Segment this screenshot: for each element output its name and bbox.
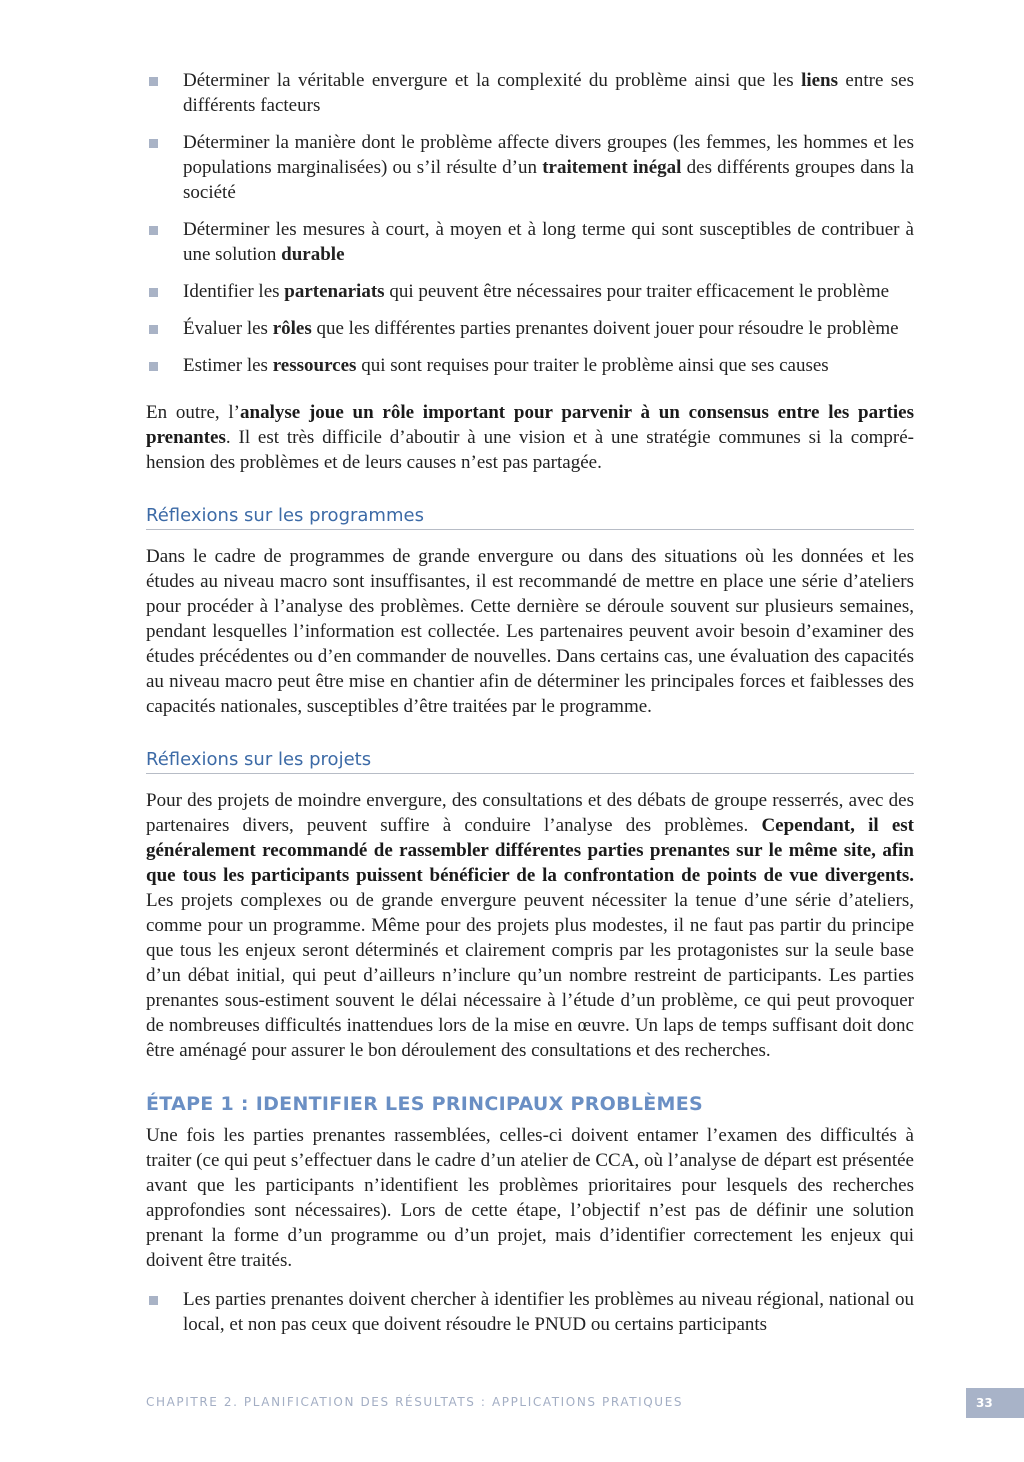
- page-content: [146, 68, 914, 1349]
- list-item: Déterminer la manière dont le problème affecte divers groupes (les femmes, les hommes et les populations marginalisées) ou s’il résulte d’un traitement inégal des différents groupes dans la société: [146, 130, 914, 205]
- paragraph-projets: Pour des projets de moindre envergure, des consultations et des débats de groupe resserrés, avec des partenaires divers, peuvent suffire à conduire l’analyse des problèmes. Cependant, il est généralement recommandé de rassembler différentes parties prenantes sur le même site, afin que tous les participants puissent bénéficier de la confrontation de points de vue divergents. Les projets complexes ou de grande envergure peuvent nécessiter la tenue d’une série d’ateliers, comme pour un programme. Même pour des projets plus modestes, il ne faut pas partir du principe que tous les enjeux seront déterminés et clairement compris par les protagonistes sur la seule base d’un débat initial, qui peut d’ailleurs n’inclure qu’un nombre restreint de participants. Les parties prenantes sous-estiment souvent le délai nécessaire à l’étude d’un problème, ce qui peut provoquer de nombreuses difficultés inattendues lors de la mise en œuvre. Un laps de temps suffisant doit donc être aménagé pour assurer le bon déroulement des consultations et des recherches.: [146, 790, 914, 1061]
- list-item: Identifier les partenariats qui peuvent être nécessaires pour traiter efficacement le problème: [146, 279, 914, 304]
- list-item: Les parties prenantes doivent chercher à identifier les problèmes au niveau régional, national ou local, et non pas ceux que doivent résoudre le PNUD ou certains participants: [146, 1287, 914, 1337]
- bullet-list-top: [146, 68, 914, 378]
- list-item: Évaluer les rôles que les différentes parties prenantes doivent jouer pour résoudre le problème: [146, 316, 914, 341]
- list-item: Déterminer les mesures à court, à moyen et à long terme qui sont susceptibles de contribuer à une solution durable: [146, 217, 914, 267]
- square-bullet-icon: [149, 139, 158, 148]
- footer-chapter-title: CHAPITRE 2. PLANIFICATION DES RÉSULTATS : APPLICATIONS PRATIQUES: [146, 1395, 684, 1409]
- heading-projets: Réflexions sur les projets: [146, 749, 914, 774]
- square-bullet-icon: [149, 362, 158, 371]
- square-bullet-icon: [149, 288, 158, 297]
- page-number: 33: [966, 1388, 1024, 1418]
- list-item: Estimer les ressources qui sont requises pour traiter le problème ainsi que ses causes: [146, 353, 914, 378]
- square-bullet-icon: [149, 226, 158, 235]
- square-bullet-icon: [149, 77, 158, 86]
- square-bullet-icon: [149, 1296, 158, 1305]
- bullet-list-etape-1: [146, 1287, 914, 1337]
- paragraph-en-outre: En outre, l’analyse joue un rôle important pour parvenir à un consensus entre les parties prenantes. Il est très difficile d’aboutir à une vision et à une stratégie communes si la compréhension des problèmes et de leurs causes n’est pas partagée.: [146, 402, 914, 473]
- heading-programmes: Réflexions sur les programmes: [146, 505, 914, 530]
- square-bullet-icon: [149, 325, 158, 334]
- paragraph-etape-1: Une fois les parties prenantes rassemblées, celles-ci doivent entamer l’examen des difficultés à traiter (ce qui peut s’effectuer dans le cadre d’un atelier de CCA, où l’analyse de départ est présentée avant que les participants n’identifient les problèmes prioritaires pour lesquels des recherches approfondies sont nécessaires). Lors de cette étape, l’objectif n’est pas de définir une solution prenant la forme d’un programme ou d’un projet, mais d’identifier correctement les enjeux qui doivent être traités.: [146, 1125, 914, 1271]
- heading-etape-1: ÉTAPE 1 : IDENTIFIER LES PRINCIPAUX PROBLÈMES: [146, 1093, 704, 1115]
- list-item: Déterminer la véritable envergure et la complexité du problème ainsi que les liens entre ses différents facteurs: [146, 68, 914, 118]
- paragraph-programmes: Dans le cadre de programmes de grande envergure ou dans des situations où les données et les études au niveau macro sont insuffisantes, il est recommandé de mettre en place une série d’ateliers pour procéder à l’analyse des problèmes. Cette dernière se déroule souvent sur plusieurs semaines, pendant lesquelles l’information est collectée. Les partenaires peuvent avoir besoin d’examiner des études précédentes ou d’en commander de nouvelles. Dans certains cas, une évaluation des capacités au niveau macro peut être mise en chantier afin de déterminer les principales forces et faiblesses des capacités nationales, susceptibles d’être traitées par le programme.: [146, 546, 914, 717]
